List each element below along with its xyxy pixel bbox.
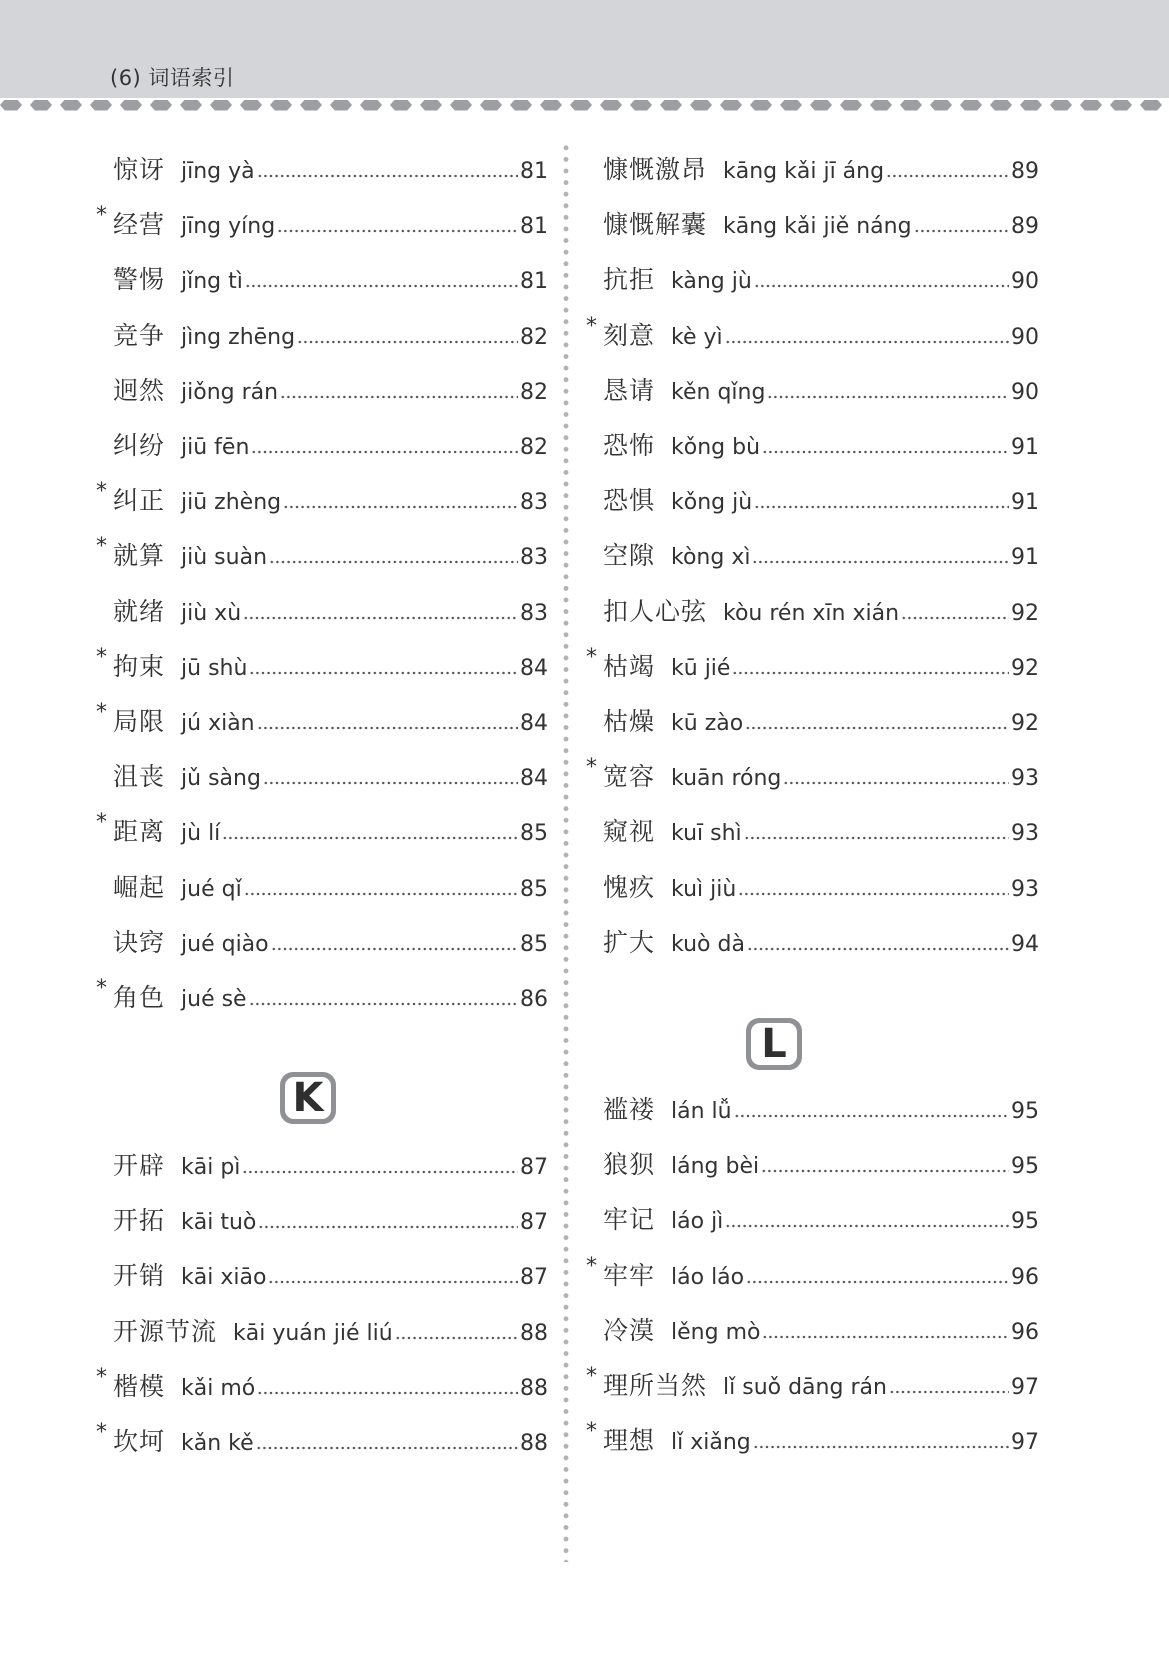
- entry-word: 恐惧: [603, 486, 656, 516]
- entry-word: 竞争: [113, 320, 166, 350]
- entry-pinyin: lǐ suǒ dāng rán: [723, 1375, 887, 1400]
- hex-ornament: [1050, 100, 1072, 111]
- entry-page-number: 91: [1011, 435, 1039, 460]
- hex-ornament: [570, 100, 592, 111]
- hex-ornament: [360, 100, 382, 111]
- entry-pinyin: lǐ xiǎng: [671, 1430, 751, 1456]
- index-entry[interactable]: [96, 426, 548, 466]
- hex-ornament: [870, 100, 892, 111]
- hex-ornament: [1080, 100, 1102, 111]
- dot-leader: [297, 340, 518, 344]
- hex-ornament: [420, 100, 442, 111]
- dot-leader: [754, 284, 1009, 288]
- dot-leader: [886, 174, 1009, 178]
- dot-leader: [744, 836, 1009, 840]
- entry-page-number: 89: [1011, 214, 1039, 240]
- index-entry[interactable]: [96, 978, 548, 1018]
- entry-word: 冷漠: [603, 1315, 656, 1345]
- entry-page-number: 96: [1011, 1264, 1039, 1290]
- entry-pinyin: kū zào: [671, 711, 744, 736]
- entry-page-number: 93: [1011, 876, 1039, 902]
- entry-page-number: 84: [520, 655, 548, 681]
- entry-pinyin: kàng jù: [671, 269, 752, 295]
- hex-ornament: [180, 100, 202, 111]
- hex-ornament: [540, 100, 562, 111]
- entry-word: 枯竭: [603, 651, 656, 681]
- entry-pinyin: kǒng jù: [671, 490, 753, 516]
- entry-word: 空隙: [603, 541, 656, 571]
- entry-page-number: 87: [520, 1155, 548, 1180]
- index-entry[interactable]: [586, 150, 1039, 190]
- entry-word: 距离: [113, 817, 166, 847]
- entry-word: 宽容: [603, 762, 656, 792]
- index-entry[interactable]: [586, 1145, 1039, 1185]
- entry-pinyin: jiǒng rán: [181, 379, 279, 405]
- dot-leader: [732, 671, 1009, 675]
- required-star-marker: *: [96, 976, 107, 1001]
- entry-word: 恐怖: [603, 431, 656, 460]
- dot-leader: [245, 284, 518, 288]
- index-entry[interactable]: [96, 150, 548, 190]
- entry-word: 理想: [603, 1426, 656, 1456]
- entry-pinyin: kòng xì: [671, 545, 751, 571]
- entry-word: 枯燥: [603, 707, 656, 736]
- hex-ornament: [150, 100, 172, 111]
- required-star-marker: *: [96, 644, 107, 670]
- hex-ornament: [750, 100, 772, 111]
- entry-page-number: 85: [520, 876, 548, 902]
- section-letter: L: [761, 1021, 787, 1067]
- dot-leader: [249, 1002, 518, 1006]
- hex-ornament: [60, 100, 82, 111]
- dot-leader: [280, 395, 518, 399]
- dot-leader: [244, 892, 518, 896]
- entry-page-number: 88: [520, 1320, 548, 1346]
- section-letter: K: [292, 1075, 324, 1121]
- page-title: (6) 词语索引: [110, 66, 235, 90]
- dot-leader: [222, 836, 518, 840]
- entry-pinyin: kè yì: [671, 324, 723, 350]
- entry-word: 迥然: [113, 375, 166, 405]
- entry-word: 褴褛: [603, 1095, 656, 1124]
- entry-pinyin: jìng zhēng: [181, 324, 296, 350]
- dot-leader: [753, 1445, 1009, 1449]
- entry-word: 开辟: [113, 1151, 166, 1180]
- index-entry[interactable]: [96, 316, 548, 356]
- dot-leader: [263, 781, 518, 785]
- entry-pinyin: jù lí: [181, 821, 221, 847]
- dot-leader: [746, 1280, 1009, 1284]
- hex-ornament: [270, 100, 292, 111]
- entry-word: 诀窍: [113, 927, 166, 957]
- entry-word: 经营: [113, 210, 166, 240]
- entry-word: 窥视: [603, 817, 656, 847]
- entry-word: 开源节流: [113, 1316, 218, 1346]
- index-entry[interactable]: [96, 757, 548, 797]
- entry-pinyin: kāi tuò: [181, 1210, 257, 1236]
- required-star-marker: *: [96, 1420, 107, 1445]
- index-entry[interactable]: [96, 536, 548, 576]
- entry-word: 理所当然: [603, 1371, 708, 1400]
- required-star-marker: *: [96, 534, 107, 560]
- entry-page-number: 89: [1011, 159, 1039, 184]
- entry-word: 坎坷: [113, 1427, 166, 1456]
- index-entry[interactable]: [96, 1312, 548, 1352]
- entry-page-number: 95: [1011, 1154, 1039, 1180]
- dot-leader: [901, 616, 1009, 620]
- index-entry[interactable]: [96, 644, 548, 687]
- entry-page-number: 83: [520, 490, 548, 516]
- entry-page-number: 90: [1011, 379, 1039, 405]
- required-star-marker: *: [96, 203, 107, 229]
- index-entry[interactable]: [96, 702, 548, 742]
- entry-page-number: 92: [1011, 655, 1039, 681]
- index-entry[interactable]: [586, 1311, 1039, 1351]
- entry-word: 慷慨解囊: [603, 210, 708, 240]
- entry-page-number: 81: [520, 159, 548, 184]
- index-entry[interactable]: [586, 644, 1039, 687]
- entry-word: 纠正: [113, 486, 166, 516]
- dot-leader: [762, 1335, 1009, 1339]
- index-entry[interactable]: [586, 371, 1039, 411]
- entry-pinyin: kǒng bù: [671, 435, 761, 460]
- dot-leader: [783, 781, 1009, 785]
- entry-pinyin: jiù suàn: [181, 545, 268, 571]
- entry-page-number: 88: [520, 1375, 548, 1401]
- dot-leader: [914, 229, 1009, 233]
- entry-page-number: 82: [520, 435, 548, 460]
- index-entry[interactable]: [96, 1364, 548, 1407]
- entry-page-number: 83: [520, 600, 548, 626]
- index-entry[interactable]: [586, 757, 1039, 797]
- index-entry[interactable]: [96, 923, 548, 963]
- entry-page-number: 94: [1011, 931, 1039, 957]
- index-entry[interactable]: [586, 1090, 1039, 1130]
- dot-leader: [734, 1114, 1009, 1118]
- dot-leader: [257, 174, 518, 178]
- index-entry[interactable]: [586, 205, 1039, 245]
- hex-ornament: [0, 100, 22, 111]
- entry-word: 愧疚: [603, 872, 656, 902]
- index-entry[interactable]: [96, 1422, 548, 1462]
- entry-pinyin: jiù xù: [181, 600, 242, 626]
- section-letter-badge: [280, 1072, 336, 1124]
- entry-word: 狼狈: [603, 1150, 656, 1180]
- entry-pinyin: jué sè: [181, 987, 247, 1012]
- entry-word: 拘束: [113, 651, 166, 681]
- entry-word: 牢牢: [603, 1260, 656, 1290]
- entry-page-number: 90: [1011, 324, 1039, 350]
- dot-leader: [745, 726, 1009, 730]
- entry-pinyin: jīng yà: [181, 159, 255, 184]
- hex-ornament: [810, 100, 832, 111]
- entry-page-number: 87: [520, 1265, 548, 1291]
- hex-ornament: [630, 100, 652, 111]
- hex-ornament: [1020, 100, 1042, 111]
- entry-page-number: 97: [1011, 1430, 1039, 1456]
- dot-leader: [762, 450, 1009, 454]
- entry-pinyin: jū shù: [181, 655, 248, 681]
- entry-word: 就算: [113, 541, 166, 571]
- entry-page-number: 93: [1011, 821, 1039, 847]
- hex-ornament: [690, 100, 712, 111]
- entry-word: 沮丧: [113, 762, 166, 792]
- entry-pinyin: jiū zhèng: [181, 490, 282, 516]
- hex-ornament: [1110, 100, 1132, 111]
- dot-leader: [283, 505, 518, 509]
- entry-page-number: 93: [1011, 766, 1039, 792]
- entry-pinyin: kěn qǐng: [671, 379, 766, 405]
- entry-page-number: 92: [1011, 600, 1039, 626]
- entry-word: 慷慨激昂: [603, 155, 708, 184]
- entry-word: 开拓: [113, 1206, 166, 1236]
- dot-leader: [747, 947, 1009, 951]
- page-header: [0, 0, 1169, 98]
- hex-ornament: [990, 100, 1012, 111]
- index-entry[interactable]: [96, 260, 548, 300]
- entry-page-number: 95: [1011, 1209, 1039, 1235]
- dot-leader: [738, 892, 1009, 896]
- dot-leader: [277, 229, 518, 233]
- required-star-marker: *: [96, 700, 107, 725]
- index-entry[interactable]: [96, 1146, 548, 1186]
- entry-page-number: 95: [1011, 1099, 1039, 1124]
- required-star-marker: *: [586, 644, 597, 670]
- hex-ornament: [720, 100, 742, 111]
- hex-ornament: [30, 100, 52, 111]
- entry-word: 崛起: [113, 872, 166, 902]
- entry-pinyin: kǎn kě: [181, 1431, 254, 1456]
- index-entry[interactable]: [586, 1366, 1039, 1406]
- entry-pinyin: lěng mò: [671, 1319, 761, 1345]
- entry-pinyin: láng bèi: [671, 1154, 760, 1180]
- entry-word: 局限: [113, 707, 166, 736]
- entry-page-number: 86: [520, 987, 548, 1012]
- hex-ornament: [450, 100, 472, 111]
- index-entry[interactable]: [586, 812, 1039, 852]
- required-star-marker: *: [586, 1419, 597, 1445]
- entry-page-number: 81: [520, 269, 548, 295]
- entry-pinyin: lán lǚ: [671, 1099, 732, 1124]
- entry-pinyin: jǔ sàng: [181, 766, 261, 792]
- entry-pinyin: jīng yíng: [181, 214, 276, 240]
- hex-ornament: [840, 100, 862, 111]
- index-entry[interactable]: [586, 313, 1039, 356]
- index-entry[interactable]: [586, 868, 1039, 908]
- dot-leader: [257, 1391, 518, 1395]
- entry-page-number: 82: [520, 379, 548, 405]
- entry-pinyin: kuī shì: [671, 821, 742, 847]
- dot-leader: [725, 340, 1009, 344]
- index-entry[interactable]: [586, 1253, 1039, 1296]
- entry-page-number: 85: [520, 931, 548, 957]
- entry-word: 扩大: [603, 927, 656, 957]
- dot-leader: [268, 1280, 518, 1284]
- index-entry[interactable]: [96, 592, 548, 632]
- entry-page-number: 82: [520, 324, 548, 350]
- dot-leader: [754, 505, 1009, 509]
- entry-word: 纠纷: [113, 431, 166, 460]
- hex-ornament: [960, 100, 982, 111]
- hex-ornament: [1140, 100, 1162, 111]
- dot-leader: [752, 560, 1009, 564]
- entry-word: 惊讶: [113, 155, 166, 184]
- entry-word: 角色: [113, 983, 166, 1012]
- dot-leader: [243, 616, 518, 620]
- required-star-marker: *: [96, 810, 107, 836]
- dot-leader: [242, 1170, 518, 1174]
- entry-page-number: 81: [520, 214, 548, 240]
- dot-leader: [256, 1446, 518, 1450]
- entry-word: 开销: [113, 1261, 166, 1291]
- dot-leader: [249, 671, 518, 675]
- entry-pinyin: kuò dà: [671, 931, 745, 957]
- column-divider: [563, 142, 569, 1562]
- hex-ornament: [90, 100, 112, 111]
- hex-ornament: [300, 100, 322, 111]
- index-entry[interactable]: [96, 812, 548, 852]
- index-entry[interactable]: [586, 260, 1039, 300]
- entry-pinyin: jú xiàn: [181, 711, 255, 736]
- entry-pinyin: jué qǐ: [181, 876, 242, 902]
- index-entry[interactable]: [96, 371, 548, 411]
- dot-leader: [258, 1225, 518, 1229]
- entry-page-number: 91: [1011, 545, 1039, 571]
- index-entry[interactable]: [586, 426, 1039, 466]
- required-star-marker: *: [96, 1364, 107, 1390]
- index-entry[interactable]: [96, 868, 548, 908]
- required-star-marker: *: [586, 755, 597, 781]
- section-letter-badge: [746, 1018, 802, 1070]
- hex-ornament: [240, 100, 262, 111]
- entry-pinyin: kuān róng: [671, 766, 782, 792]
- entry-word: 刻意: [603, 320, 656, 350]
- entry-page-number: 84: [520, 766, 548, 792]
- dot-leader: [251, 450, 518, 454]
- entry-word: 恳请: [603, 375, 656, 405]
- dot-leader: [257, 726, 518, 730]
- required-star-marker: *: [586, 1364, 597, 1389]
- index-entry[interactable]: [96, 1201, 548, 1241]
- dot-leader: [269, 560, 518, 564]
- entry-pinyin: kǎi mó: [181, 1375, 256, 1401]
- entry-pinyin: jǐng tì: [181, 269, 243, 295]
- entry-pinyin: jiū fēn: [181, 435, 250, 460]
- dot-leader: [761, 1169, 1009, 1173]
- entry-word: 楷模: [113, 1371, 166, 1401]
- index-entry[interactable]: [586, 1200, 1039, 1240]
- entry-pinyin: kuì jiù: [671, 876, 737, 902]
- entry-page-number: 88: [520, 1431, 548, 1456]
- entry-page-number: 97: [1011, 1375, 1039, 1400]
- entry-word: 警惕: [113, 265, 166, 295]
- index-entry[interactable]: [586, 536, 1039, 576]
- index-entry[interactable]: [586, 923, 1039, 963]
- entry-pinyin: láo jì: [671, 1209, 724, 1235]
- entry-word: 牢记: [603, 1205, 656, 1235]
- dot-leader: [271, 947, 518, 951]
- index-entry[interactable]: [96, 205, 548, 245]
- entry-word: 就绪: [113, 596, 166, 626]
- required-star-marker: *: [586, 313, 597, 339]
- entry-pinyin: kū jié: [671, 655, 731, 681]
- dot-leader: [725, 1224, 1009, 1228]
- required-star-marker: *: [96, 479, 107, 505]
- entry-pinyin: kāi yuán jié liú: [233, 1320, 393, 1346]
- decorative-hex-border: [0, 98, 1169, 112]
- entry-page-number: 87: [520, 1210, 548, 1236]
- entry-pinyin: kòu rén xīn xián: [723, 600, 900, 626]
- index-entry[interactable]: [586, 592, 1039, 632]
- entry-page-number: 83: [520, 545, 548, 571]
- entry-page-number: 90: [1011, 269, 1039, 295]
- entry-page-number: 96: [1011, 1319, 1039, 1345]
- entry-word: 抗拒: [603, 265, 656, 295]
- entry-page-number: 85: [520, 821, 548, 847]
- entry-pinyin: láo láo: [671, 1264, 745, 1290]
- hex-ornament: [900, 100, 922, 111]
- hex-ornament: [120, 100, 142, 111]
- dot-leader: [889, 1390, 1009, 1394]
- entry-pinyin: jué qiào: [181, 931, 269, 957]
- entry-page-number: 91: [1011, 490, 1039, 516]
- entry-pinyin: kāi xiāo: [181, 1265, 267, 1291]
- index-entry[interactable]: [96, 1256, 548, 1296]
- entry-pinyin: kāi pì: [181, 1155, 241, 1180]
- hex-ornament: [780, 100, 802, 111]
- hex-ornament: [660, 100, 682, 111]
- entry-page-number: 92: [1011, 711, 1039, 736]
- hex-ornament: [480, 100, 502, 111]
- index-entry[interactable]: [586, 702, 1039, 742]
- entry-pinyin: kāng kǎi jī áng: [723, 159, 885, 184]
- hex-ornament: [510, 100, 532, 111]
- entry-word: 扣人心弦: [603, 596, 708, 626]
- entry-page-number: 84: [520, 711, 548, 736]
- index-entry[interactable]: [96, 481, 548, 521]
- hex-ornament: [390, 100, 412, 111]
- hex-ornament: [330, 100, 352, 111]
- dot-leader: [767, 395, 1009, 399]
- hex-ornament: [210, 100, 232, 111]
- hex-ornament: [600, 100, 622, 111]
- dot-leader: [395, 1336, 518, 1340]
- entry-pinyin: kāng kǎi jiě náng: [723, 214, 912, 240]
- index-entry[interactable]: [586, 481, 1039, 521]
- index-entry[interactable]: [586, 1421, 1039, 1461]
- required-star-marker: *: [586, 1253, 597, 1279]
- hex-ornament: [930, 100, 952, 111]
